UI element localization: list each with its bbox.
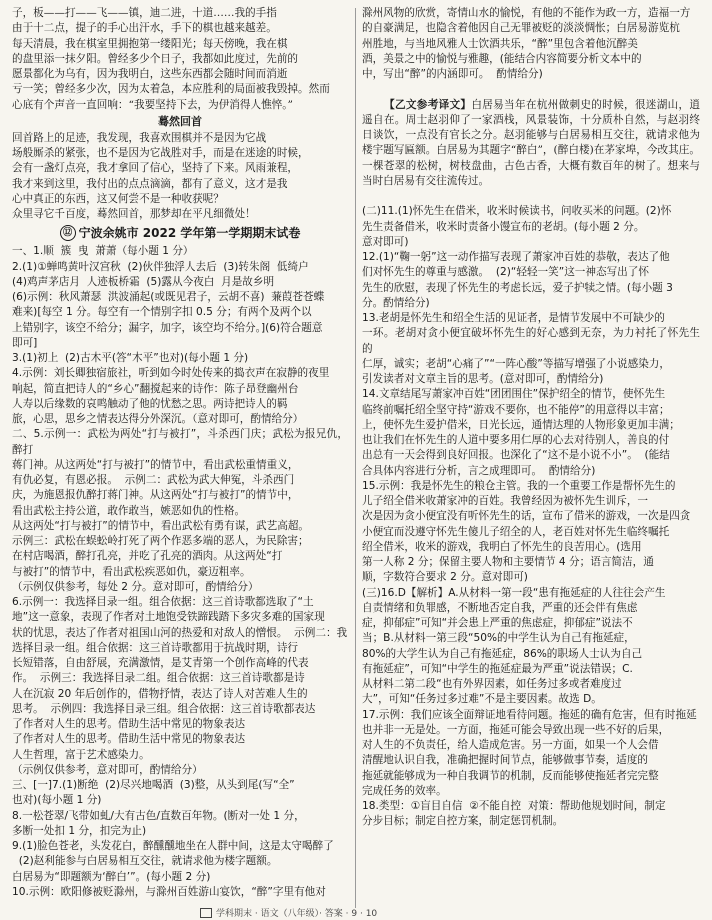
text-line: 15.示例：我是怀先生的粮仓主管。我的一个重要工作是帮怀先生的 xyxy=(362,479,676,492)
text-line: 大”，可知“任务过多过难”不是主要因素。故选 D。 xyxy=(362,693,602,706)
text-line: 心底有个声音一直回响：“我要坚持下去，为伊消得人憔悴。” xyxy=(12,98,293,111)
exam-title-row xyxy=(12,223,348,243)
translation-paragraph xyxy=(362,82,700,204)
text-line: 9.(1)脸色苍老，头发花白，醉醺醺地坐在人群中间，这是太守喝醉了 xyxy=(12,840,334,852)
text-line: 80%的大学生认为自己有拖延症，86%的职场人士认为自己 xyxy=(362,647,643,660)
translation-text xyxy=(362,99,700,187)
text-line: 状的忧思，表达了作者对祖国山河的热爱和对敌人的憎恨。 示例二：我 xyxy=(12,626,348,639)
text-line: 的自豪满足，也隐含着他因自己无罪被贬的淡淡惆怅；白居易游览杭 xyxy=(362,22,680,35)
translation-line: 往，就请求他为楼宇题写匾额。白居易为其题字“醉白”，(醉白楼)在 xyxy=(362,129,701,157)
text-line: 有拖延症”，可知“中学生的拖延症最为严重”说法错误；C. xyxy=(362,662,633,675)
text-line: 8.一松苍翠/飞带如虬/大有古色/直数百年物。(断对一处 1 分， xyxy=(12,809,305,822)
text-line: 由于十二点，提子的手心出汗水，手下的棋也越来越差。 xyxy=(12,22,277,35)
text-line: 每天清晨，我在棋室里拥抱第一缕阳光；每天傍晚，我在棋 xyxy=(12,37,288,50)
text-line: 出总有一天会得到良好回报。也深化了“这不是小说不小”。 (能结 xyxy=(362,449,670,462)
text-line: 对人生的不负责任，给人造成危害。另一方面，如果一个人会借 xyxy=(362,739,659,751)
text-line: 从这两处“打与被打”的情节中，看出武松有勇有谋，武艺高超。 xyxy=(12,519,310,532)
text-line: 示例三：武松在蜈蚣岭打死了两个作恶多端的恶人，为民除害； xyxy=(12,535,309,547)
column-divider xyxy=(355,8,356,908)
translation-line: 百年的树了。想来与当时白居易有交往流传过。 xyxy=(362,159,701,187)
text-line: （示例仅供参考，每处 2 分。意对即可，酌情给分） xyxy=(12,580,259,593)
text-line: (4)鸡声茅店月 人迹板桥霜 (5)露从今夜白 月是故乡明 xyxy=(12,275,275,288)
text-line: 酒，美景之中的愉悦与雅趣，(能结合内容简要分析文本中的 xyxy=(362,52,642,65)
text-line: 的盘里添一抹夕阳。曾经多少个日子，我都如此度过，先前的 xyxy=(12,52,299,65)
text-line: 自责情绪和负罪感，不断地否定自我，严重的还会伴有焦虑 xyxy=(362,601,638,614)
text-line: 顺，字数符合要求 2 分。意对即可) xyxy=(362,571,528,584)
text-line: 也并非一无是处。一方面，拖延可能会导致出现一些不好的后果， xyxy=(362,723,670,736)
text-line: 14.文章结尾写萧家冲百姓“团团围住”保护绍全的情节，使怀先生 xyxy=(362,388,666,401)
text-line: 意对即可) xyxy=(362,235,409,248)
exam-number-badge: ⑫ xyxy=(60,225,76,241)
text-line: (三)16.D【解析】A.从材料一第一段“患有拖延症的人往往会产生 xyxy=(362,586,666,599)
text-line: 儿子绍全借米收萧家冲的百姓。我曾经因为被怀先生训斥，一 xyxy=(362,495,649,507)
right-column xyxy=(362,6,700,830)
text-line: 回首路上的足迹，我发现，我喜欢围棋并不是因为它战 xyxy=(12,131,267,144)
text-line: 多断一处扣 1 分，扣完为止) xyxy=(12,824,147,837)
text-line: 分步目标；制定自控方案，制定惩罚机制。 xyxy=(362,815,564,828)
translation-line: 自在。周士赵羽仰了一家酒栈，风景装饰，十分质朴自然， xyxy=(372,113,657,126)
text-line: 当；B.从材料一第三段“50%的中学生认为自己有拖延症， xyxy=(362,632,635,645)
text-line: 2.(1)①蝉鸣黄叶汉宫秋 (2)伙伴独浮人去后 (3)转朱阁 低绮户 xyxy=(12,260,309,273)
text-line: 完成任务的效率。 xyxy=(362,784,447,797)
text-line: 18.类型：①盲目自信 ②不能自控 对策：帮助他规划时间，制定 xyxy=(362,800,666,812)
text-line: 了作者对人生的思考。借助生活中常见的物象表达 xyxy=(12,733,246,746)
left-column xyxy=(12,6,348,900)
text-line: 10.示例：欧阳修被贬滁州，与滁州百姓游山宴饮，“醉”字里有他对 xyxy=(12,885,326,898)
text-line: 17.示例：我们应该全面辩证地看待问题。拖延的确有危害，但有时拖延 xyxy=(362,708,697,721)
text-line: 症，抑郁症”可知“并会患上严重的焦虑症，抑郁症”说法不 xyxy=(362,617,633,629)
text-line: 人在沉寂 20 年后创作的，借物抒情，表达了诗人对苦难人生的 xyxy=(12,687,308,700)
text-line: 先生责备借米，收米时责备小馒宣布的老胡。(每小题 2 分。 xyxy=(362,220,645,233)
footer-box-icon xyxy=(200,908,212,918)
text-line: 先生的欣慰，表现了怀先生的考虑长远，爱子护犊之情。(每小题 3 xyxy=(362,281,673,294)
text-line: 12.(1)“鞠一躬”这一动作描写表现了萧家冲百姓的恭敬，表达了他 xyxy=(362,251,670,263)
translation-line: 白居易当年在杭州做刺史的时候，很迷湖山，逍遥 xyxy=(362,98,701,126)
text-line: 地”这一意象，表现了作者对土地饱受铁蹄践踏下多灾多难的国家现 xyxy=(12,611,325,624)
text-line: 有仇必复，有恩必报。 示例二：武松为武大伸冤，斗杀西门 xyxy=(12,474,295,486)
text-line: 看出武松主持公道，敢作敢当，嫉恶如仇的性格。 xyxy=(12,504,246,517)
text-line: 从材料二第二段“也有外界因素，如任务过多或者难度过 xyxy=(362,678,622,690)
right-answers-block xyxy=(362,204,700,829)
translation-line: 茅家埠，今改其庄。一棵苍翠的松树，树枝盘曲，古色古香，大概有数 xyxy=(362,144,700,172)
text-line: 三、[一]7.(1)断绝 (2)尽兴地喝酒 (3)整，从头到尾(写“全” xyxy=(12,779,295,791)
text-line: 选择目录一组。组合依据：这三首诗歌都用于抗战时期，诗行 xyxy=(12,641,299,654)
text-line: 清醒地认识自我，准确把握时间节点，能够做事节奏，适度的 xyxy=(362,754,649,767)
text-line: 仁厚，诚实；老胡“心痛了”“一阵心酸”等描写增强了小说感染力， xyxy=(362,357,670,370)
text-line: 我才来到这里，我付出的点点滴滴，都有了意义，这才是我 xyxy=(12,177,288,190)
text-line: 庆，为施恩报仇醉打蒋门神。从这两处“打与被打”的情节中， xyxy=(12,489,299,502)
reflection-block xyxy=(12,131,348,223)
translation-line: 与赵羽终日谈饮，一点没有官长之分。赵羽能够与白居易相互交 xyxy=(362,113,701,141)
text-line: 与被打”的情节中，看出武松疾恶如仇，豪迈粗率。 xyxy=(12,565,251,578)
text-line: 滁州风物的欣赏，寄情山水的愉悦，有他的不能作为政一方，造福一方 xyxy=(362,7,691,19)
text-line: 蒋门神。从这两处“打与被打”的情节中，看出武松重情重义， xyxy=(12,458,299,471)
story-block xyxy=(12,6,348,113)
text-line: 3.(1)初上 (2)古木平(答“木平”也对)(每小题 1 分) xyxy=(12,352,249,364)
text-line: 绍全借米，收米的游戏，我明白了怀先生的良苦用心。(选用 xyxy=(362,540,642,553)
text-line: 中，写出“醉”的内涵即可。 酌情给分) xyxy=(362,68,543,80)
text-line: 作。 示例三：我选择目录二组。组合依据：这三首诗歌都是诗 xyxy=(12,672,305,685)
text-line: 4.示例：刘长卿独宿旅社，听到如今时处传来的捣衣声在寂静的夜里 xyxy=(12,367,330,380)
text-line: 白居易为“即题额为‘醉白’”。(每小题 2 分) xyxy=(12,870,211,883)
text-line: 即可] xyxy=(12,336,38,349)
text-line: 难来)[每空 1 分。每空有一个情别字扣 0.5 分；有两个及两个以 xyxy=(12,306,312,319)
text-line: 会有一盏灯点亮，我才拿回了信心，坚持了下来。风雨兼程， xyxy=(12,162,299,175)
text-line: 也对)(每小题 1 分) xyxy=(12,794,102,807)
text-line: 愿景都化为乌有，因为我明白，这些东西都会随时间而消逝 xyxy=(12,68,288,80)
text-line: 小便宜而没遵守怀先生傻儿子绍全的人，老百姓对怀先生临终嘱托 xyxy=(362,525,670,538)
text-line: 也让我们在怀先生的人道中要多用仁厚的心去对待别人，善良的付 xyxy=(362,434,670,446)
text-line: 子，板——打——飞——镇，迪二进，十道……我的手指 xyxy=(12,7,277,19)
text-line: 响起，简直把诗人的“乡心”翻搅起来的诗作：陈子昂登幽州台 xyxy=(12,382,299,395)
text-line: 上错别字，该空不给分；漏字，加字，该空均不给分。](6)符合题意 xyxy=(12,321,323,334)
text-line: 州胜地，与当地风雅人士饮酒共乐，“醉”里包含着他沉醉美 xyxy=(362,37,638,50)
text-line: 6.示例一：我选择目录一组。组合依据：这三首诗歌都选取了“土 xyxy=(12,596,314,608)
text-line: 一环。老胡对贪小便宜破坏怀先生的好心感到无奈，为力衬托了怀先生的 xyxy=(362,327,700,355)
text-line: 一、1.顺 簇 曳 萧萧（每小题 1 分） xyxy=(12,245,194,258)
text-line: 在村店喝酒，醉打孔亮，并吃了孔亮的酒肉。从这两处“打 xyxy=(12,550,283,563)
text-line: 合具体内容进行分析，言之成理即可。 酌情给分) xyxy=(362,464,596,477)
text-line: 众里寻它千百度，蓦然回首，那梦却在平凡细微处！ xyxy=(12,208,256,220)
text-line: (二)11.(1)怀先生在借米，收米时候读书，问收买米的问题。(2)怀 xyxy=(362,205,672,218)
text-line: (2)赵利能参与白居易相互交往，就请求他为楼字题额。 xyxy=(12,855,278,868)
page-footer xyxy=(200,906,377,919)
left-answers-block xyxy=(12,244,348,900)
footer-text: 学科期末 · 语文（八年级）· 答案 · 9 · 10 xyxy=(216,909,378,919)
text-line: 亏一笑；曾经多少次，因为太着急，本应胜利的局面被我毁掉。然而 xyxy=(12,83,330,96)
text-line: 思考。 示例四：我选择目录三组。组合依据：这三首诗歌都表达 xyxy=(12,702,316,715)
text-line: 临终前嘱托绍全坚守持“游戏不要你，也不能停”的用意得以丰富； xyxy=(362,403,670,416)
reflection-heading: 蓦然回首 xyxy=(158,114,202,128)
text-line: 13.老胡是怀先生和绍全生活的见证者，是情节发展中不可缺少的 xyxy=(362,312,665,324)
exam-title: 宁波余姚市 2022 学年第一学期期末试卷 xyxy=(78,226,301,241)
text-line: 心中真正的东西，这又何尝不是一种收获呢？ xyxy=(12,192,224,205)
text-line: 二、5.示例一：武松为两处“打与被打”，斗杀西门庆；武松为报兄仇，醉打 xyxy=(12,428,348,456)
text-line: 拖延就能够成为一种自我调节的机制，反而能够使拖延者完完整 xyxy=(362,769,659,782)
text-line: (6)示例：秋风萧瑟 洪波涌起(或既见君子，云胡不喜) 蒹葭苍苍蝶 xyxy=(12,291,325,303)
text-line: 第一人称 2 分；保留主要人物和主要情节 4 分；语言简洁，通 xyxy=(362,556,654,568)
text-line: 了作者对人生的思考。借助生活中常见的物象表达 xyxy=(12,718,246,730)
text-line: 场般厮杀的紧张，也不是因为它战胜对手，而是在迷途的时候， xyxy=(12,147,309,159)
text-line: 长短错落，自由舒展，充满激情，是艾青第一个创作高峰的代表 xyxy=(12,657,309,669)
text-line: 旅，心思，思乡之情表达得分外深沉。（意对即可，酌情给分） xyxy=(12,413,304,425)
text-line: 分。酌情给分) xyxy=(362,296,430,309)
text-line: 上，使怀先生爱护借米，日光长远，通情达理的人物形象更加丰满； xyxy=(362,418,680,431)
translation-label: 【乙文参考译文】 xyxy=(384,98,472,111)
text-line: 们对怀先生的尊重与感激。 (2)“轻轻一笑”这一神态写出了怀 xyxy=(362,266,649,279)
text-line: 人生哲理，富于艺术感染力。 xyxy=(12,748,150,761)
text-line: （示例仅供参考，意对即可，酌情给分） xyxy=(12,763,203,776)
right-intro-block xyxy=(362,6,700,82)
text-line: 引发读者对文章主旨的思考。(意对即可，酌情给分) xyxy=(362,373,604,385)
text-line: 人寿以后缘数的哀鸣触动了他的忧愁之思。两诗把诗人的羁 xyxy=(12,397,288,410)
text-line: 次是因为贪小便宜没有听怀先生的话，宣布了借米的游戏，一次是四贪 xyxy=(362,510,691,523)
